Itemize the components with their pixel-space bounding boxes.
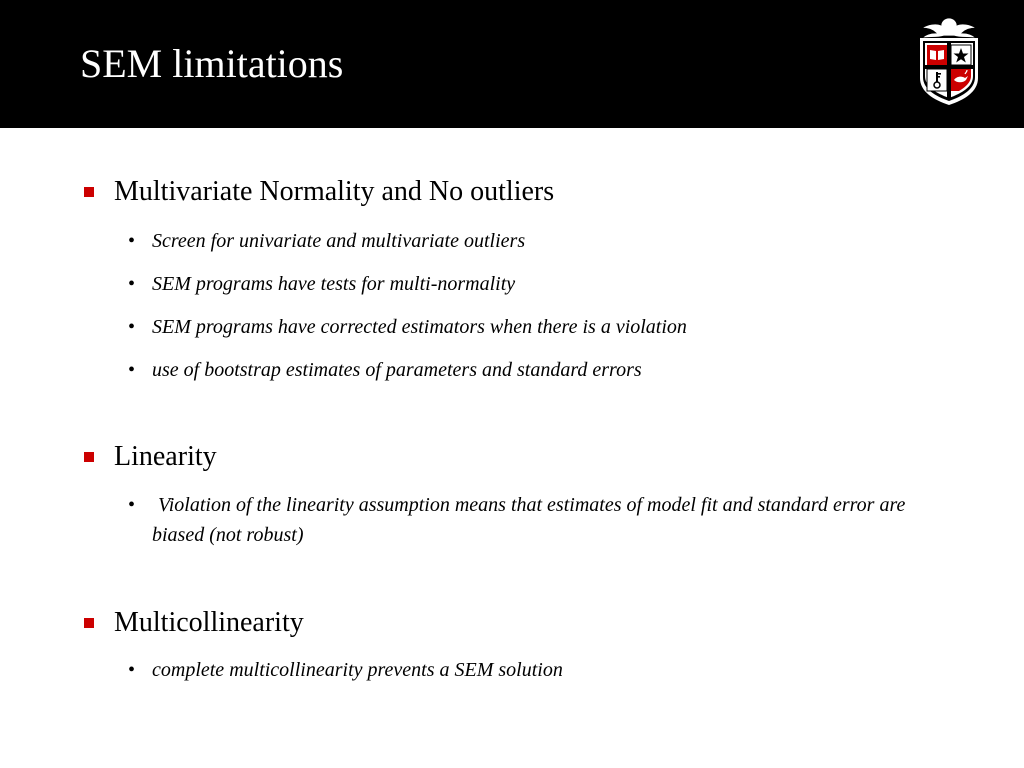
sub-bullet-dot-icon: • xyxy=(128,359,136,381)
bullet-marker-icon xyxy=(84,618,94,628)
sub-bullet-dot-icon: • xyxy=(128,659,136,681)
sub-bullet-text: SEM programs have corrected estimators when there is a violation xyxy=(152,316,687,338)
slide-body xyxy=(0,128,1024,768)
sub-bullet-dot-icon: • xyxy=(128,273,136,295)
slide-title: SEM limitations xyxy=(80,41,344,86)
bullet-title: Multivariate Normality and No outliers xyxy=(114,176,555,207)
sub-bullet-dot-icon: • xyxy=(128,316,136,338)
university-shield-logo-icon xyxy=(914,14,984,108)
bullet-marker-icon xyxy=(84,187,94,197)
sub-bullet-text: Screen for univariate and multivariate outliers xyxy=(152,230,526,252)
bullet-title: Multicollinearity xyxy=(114,607,304,638)
slide-header xyxy=(0,0,1024,128)
bullet-marker-icon xyxy=(84,452,94,462)
bullet-title: Linearity xyxy=(114,441,217,472)
sub-bullet-text: complete multicollinearity prevents a SEM solution xyxy=(152,659,563,681)
sub-bullet-text: SEM programs have tests for multi-normality xyxy=(152,273,516,295)
sub-bullet-dot-icon: • xyxy=(128,494,136,516)
sub-bullet-text: Violation of the linearity assumption means that estimates of model fit and standard error are biased (not robust) xyxy=(152,494,906,546)
sub-bullet-dot-icon: • xyxy=(128,230,136,252)
sub-bullet-text: use of bootstrap estimates of parameters and standard errors xyxy=(152,359,642,381)
